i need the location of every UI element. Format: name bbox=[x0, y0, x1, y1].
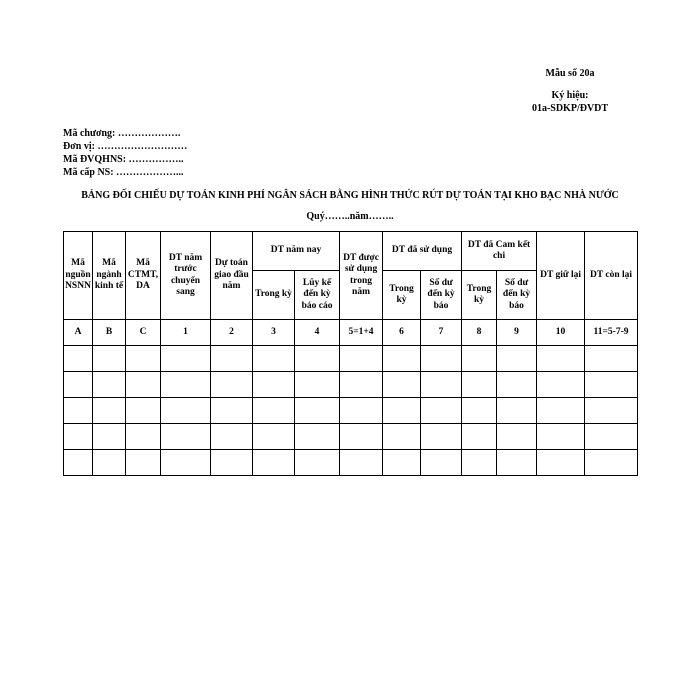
table-cell bbox=[126, 398, 161, 424]
table-cell bbox=[93, 372, 126, 398]
table-cell bbox=[161, 424, 211, 450]
reconciliation-table bbox=[63, 231, 638, 476]
column-code: 6 bbox=[383, 320, 421, 346]
header-meta bbox=[63, 127, 187, 179]
column-code: 1 bbox=[161, 320, 211, 346]
header-group-dt-da-su-dung: DT đã sử dụng bbox=[383, 232, 462, 271]
table-cell bbox=[421, 346, 462, 372]
table-cell bbox=[211, 346, 253, 372]
table-cell bbox=[253, 372, 295, 398]
header-dt-da-su-dung-so-du: Số dư đến kỳ báo bbox=[421, 271, 462, 320]
column-code: 2 bbox=[211, 320, 253, 346]
meta-budget-level-code: Mã cấp NS: ………………... bbox=[63, 167, 184, 178]
report-period: Quý……..năm…….. bbox=[306, 211, 394, 222]
table-cell bbox=[497, 372, 537, 398]
table-cell bbox=[161, 372, 211, 398]
column-code: 8 bbox=[462, 320, 497, 346]
table-cell bbox=[93, 398, 126, 424]
table-cell bbox=[211, 450, 253, 476]
table-cell bbox=[462, 450, 497, 476]
column-code: 10 bbox=[537, 320, 585, 346]
table-cell bbox=[537, 398, 585, 424]
header-ma-nguon: Mã nguồn NSNN bbox=[64, 232, 93, 320]
table-cell bbox=[295, 398, 340, 424]
table-cell bbox=[295, 424, 340, 450]
header-ma-ctmt: Mã CTMT, DA bbox=[126, 232, 161, 320]
table-cell bbox=[126, 346, 161, 372]
table-cell bbox=[93, 424, 126, 450]
table-cell bbox=[295, 346, 340, 372]
header-row-1 bbox=[64, 232, 638, 271]
form-symbol bbox=[520, 89, 620, 115]
column-code: 4 bbox=[295, 320, 340, 346]
table-cell bbox=[497, 450, 537, 476]
table-cell bbox=[537, 372, 585, 398]
table-cell bbox=[383, 372, 421, 398]
table-cell bbox=[585, 424, 638, 450]
symbol-label: Ký hiệu: bbox=[551, 90, 589, 101]
table-cell bbox=[585, 372, 638, 398]
table-cell bbox=[383, 346, 421, 372]
table-cell bbox=[161, 398, 211, 424]
table-cell bbox=[340, 424, 383, 450]
table-cell bbox=[340, 398, 383, 424]
column-code: C bbox=[126, 320, 161, 346]
table-cell bbox=[340, 372, 383, 398]
table-row bbox=[64, 424, 638, 450]
table-row bbox=[64, 372, 638, 398]
header-dt-duoc-su-dung: DT được sử dụng trong năm bbox=[340, 232, 383, 320]
table-cell bbox=[537, 346, 585, 372]
header-dt-nam-nay-trong-ky: Trong kỳ bbox=[253, 271, 295, 320]
table-cell bbox=[383, 398, 421, 424]
table-cell bbox=[211, 372, 253, 398]
column-code-row bbox=[64, 320, 638, 346]
column-code: B bbox=[93, 320, 126, 346]
header-group-dt-nam-nay: DT năm nay bbox=[253, 232, 340, 271]
header-dt-nam-truoc: DT năm trước chuyển sang bbox=[161, 232, 211, 320]
table-row bbox=[64, 398, 638, 424]
table-cell bbox=[537, 450, 585, 476]
table-cell bbox=[421, 450, 462, 476]
table-cell bbox=[253, 450, 295, 476]
header-dt-nam-nay-luy-ke: Lũy kế đến kỳ báo cáo bbox=[295, 271, 340, 320]
table-cell bbox=[64, 424, 93, 450]
symbol-value: 01a-SDKP/ĐVDT bbox=[531, 103, 609, 114]
column-code: 9 bbox=[497, 320, 537, 346]
meta-chapter-code: Mã chương: ………………. bbox=[63, 128, 181, 139]
header-ma-nganh: Mã ngành kinh tế bbox=[93, 232, 126, 320]
table-cell bbox=[537, 424, 585, 450]
table-cell bbox=[64, 346, 93, 372]
table-cell bbox=[126, 450, 161, 476]
table-cell bbox=[64, 398, 93, 424]
column-code: 11=5-7-9 bbox=[585, 320, 638, 346]
table-cell bbox=[253, 346, 295, 372]
table-cell bbox=[383, 450, 421, 476]
table-cell bbox=[161, 450, 211, 476]
table-cell bbox=[93, 450, 126, 476]
table-cell bbox=[295, 450, 340, 476]
table-cell bbox=[497, 424, 537, 450]
table-cell bbox=[421, 372, 462, 398]
header-dt-da-su-dung-trong-ky: Trong kỳ bbox=[383, 271, 421, 320]
header-dt-giu-lai: DT giữ lại bbox=[537, 232, 585, 320]
table-cell bbox=[462, 372, 497, 398]
table-cell bbox=[462, 424, 497, 450]
column-code: 3 bbox=[253, 320, 295, 346]
table-row bbox=[64, 450, 638, 476]
column-code: A bbox=[64, 320, 93, 346]
table-cell bbox=[64, 372, 93, 398]
header-dt-cam-ket-so-du: Số dư đến kỳ báo bbox=[497, 271, 537, 320]
table-cell bbox=[585, 346, 638, 372]
table-cell bbox=[462, 346, 497, 372]
table-cell bbox=[340, 346, 383, 372]
table-cell bbox=[253, 398, 295, 424]
table-cell bbox=[126, 424, 161, 450]
column-code: 5=1+4 bbox=[340, 320, 383, 346]
table-cell bbox=[93, 346, 126, 372]
document-title: BẢNG ĐỐI CHIẾU DỰ TOÁN KINH PHÍ NGÂN SÁCH BẰNG HÌNH THỨC RÚT DỰ TOÁN TẠI KHO BẠC NHÀ NƯỚC bbox=[81, 190, 619, 201]
header-group-dt-cam-ket: DT đã Cam kết chi bbox=[462, 232, 537, 271]
table-cell bbox=[585, 450, 638, 476]
table-cell bbox=[462, 398, 497, 424]
meta-unit: Đơn vị: ……………………… bbox=[63, 141, 188, 152]
column-code: 7 bbox=[421, 320, 462, 346]
table-cell bbox=[497, 398, 537, 424]
header-dt-cam-ket-trong-ky: Trong kỳ bbox=[462, 271, 497, 320]
header-dt-con-lai: DT còn lại bbox=[585, 232, 638, 320]
header-du-toan-giao: Dự toán giao đầu năm bbox=[211, 232, 253, 320]
table-cell bbox=[585, 398, 638, 424]
table-cell bbox=[383, 424, 421, 450]
table-cell bbox=[161, 346, 211, 372]
meta-budget-unit-code: Mã ĐVQHNS: …………….. bbox=[63, 154, 184, 165]
table-row bbox=[64, 346, 638, 372]
form-number: Mẫu số 20a bbox=[545, 68, 595, 79]
table-cell bbox=[497, 346, 537, 372]
table-cell bbox=[421, 424, 462, 450]
table-cell bbox=[295, 372, 340, 398]
table-cell bbox=[421, 398, 462, 424]
table-cell bbox=[126, 372, 161, 398]
table-cell bbox=[340, 450, 383, 476]
table-cell bbox=[211, 424, 253, 450]
table-cell bbox=[64, 450, 93, 476]
table-cell bbox=[253, 424, 295, 450]
table-cell bbox=[211, 398, 253, 424]
